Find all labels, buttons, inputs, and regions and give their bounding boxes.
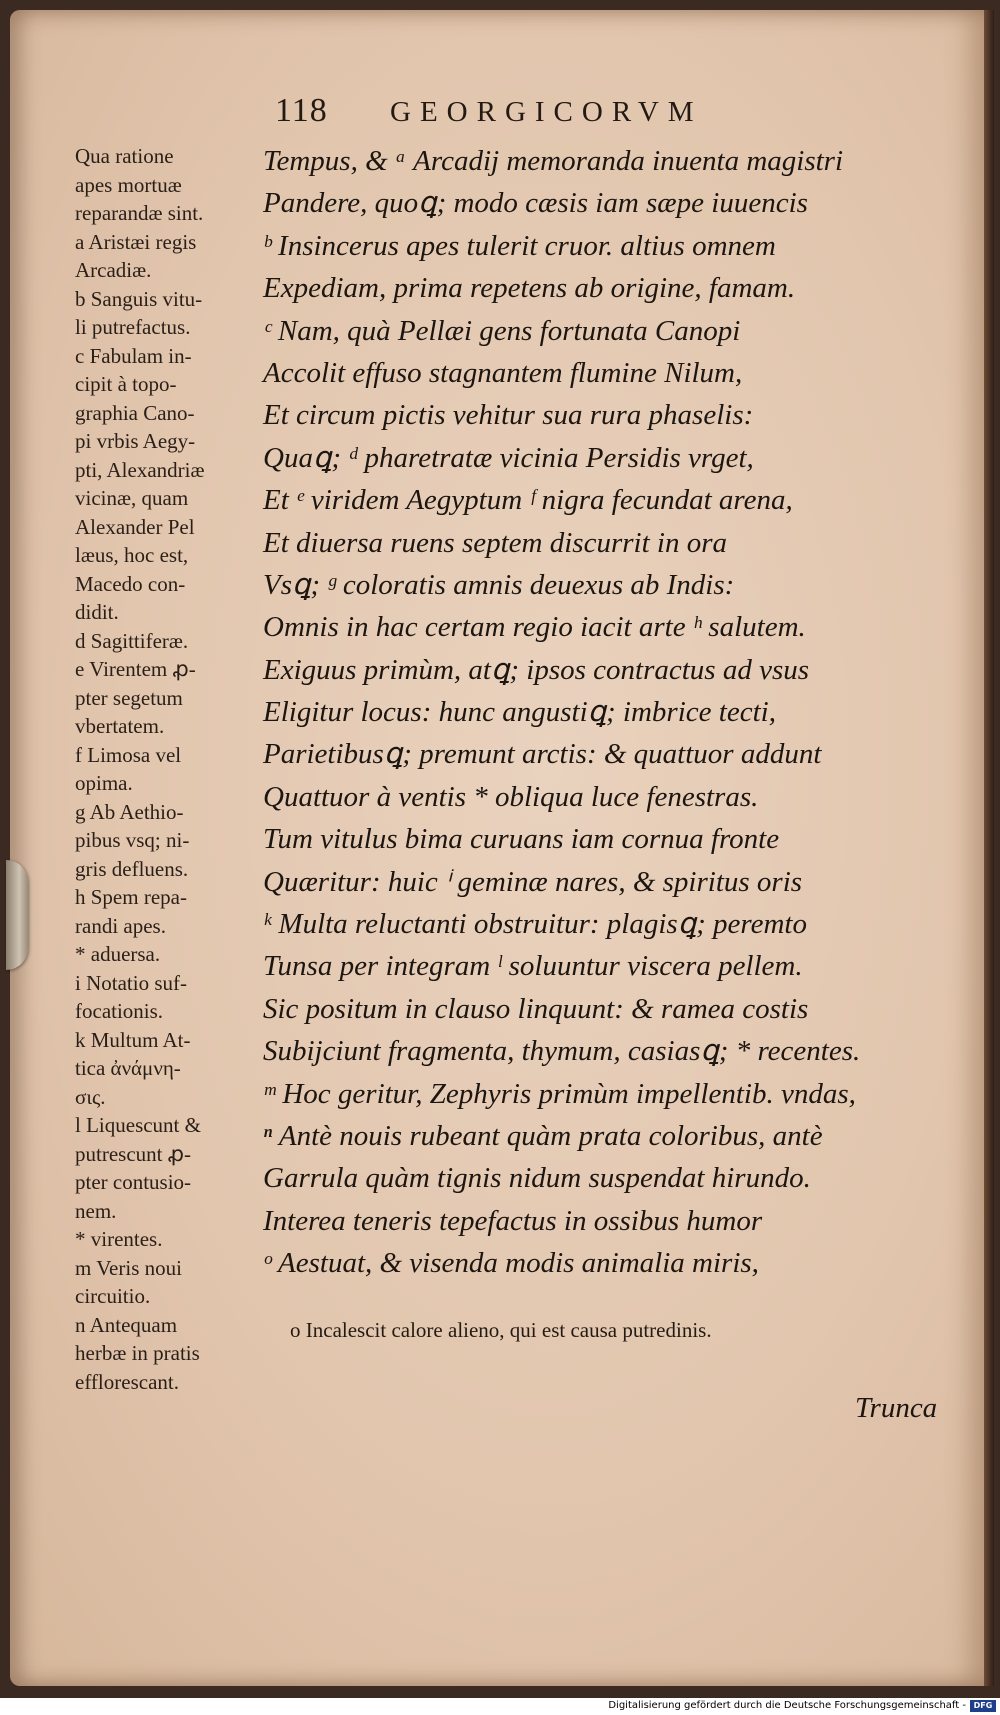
margin-note-line: vicinæ, quam (75, 486, 189, 510)
margin-note-line: g Ab Aethio- (75, 799, 184, 824)
margin-note-line: li putrefactus. (75, 315, 191, 339)
verse-line: Sic positum in clauso linquunt: & ramea costis (263, 992, 809, 1025)
verse-line: Et ᵉ viridem Aegyptum ᶠ nigra fecundat arena, (263, 484, 793, 517)
verse-line: Quaꝗ; ᵈ pharetratæ vicinia Persidis vrget, (263, 441, 754, 474)
margin-note-line: efflorescant. (75, 1369, 179, 1394)
verse-line: Eligitur locus: hunc angustiꝗ; imbrice tecti, (263, 696, 776, 729)
margin-note-line: a Aristæi regis (75, 229, 197, 254)
verse-line: Pandere, quoꝗ; modo cæsis iam sæpe iuuencis (263, 187, 808, 220)
margin-note-line: d Sagittiferæ. (75, 628, 189, 653)
verse-line: Quæritur: huic ⁱ geminæ nares, & spiritus oris (263, 865, 803, 898)
margin-note-line: pti, Alexandriæ (75, 457, 205, 482)
verse-line: ᵒ Aestuat, & visenda modis animalia miris, (263, 1247, 759, 1280)
margin-note-line: randi apes. (75, 913, 166, 938)
verse-line: ⁿ Antè nouis rubeant quàm prata coloribus, antè (263, 1119, 823, 1152)
verse-line: Omnis in hac certam regio iacit arte ʰ salutem. (263, 611, 806, 644)
verse-line: Subijciunt fragmenta, thymum, casiasꝗ; * recentes. (263, 1035, 861, 1068)
margin-note-line: opima. (75, 771, 133, 795)
margin-note-line: m Veris noui (75, 1255, 182, 1280)
margin-note-line: k Multum At- (75, 1027, 191, 1052)
verse-line: ᵏ Multa reluctanti obstruitur: plagisꝗ; peremto (263, 908, 807, 941)
margin-note-line: vbertatem. (75, 714, 165, 738)
margin-note-line: * virentes. (75, 1227, 163, 1251)
margin-note-line: pter segetum (75, 685, 183, 710)
margin-note-line: * aduersa. (75, 942, 161, 966)
verse-line: Interea teneris tepefactus in ossibus humor (263, 1204, 763, 1237)
margin-note-line: læus, hoc est, (75, 543, 189, 567)
verse-line: ᵇ Insincerus apes tulerit cruor. altius omnem (263, 229, 776, 262)
verse-line: ᶜ Nam, quà Pellæi gens fortunata Canopi (263, 314, 741, 347)
verse-line: Tempus, & ᵃ Arcadij memoranda inuenta magistri (263, 145, 844, 177)
margin-note-line: gris defluens. (75, 856, 189, 881)
margin-note-line: Qua ratione (75, 144, 174, 168)
margin-note-line: Macedo con- (75, 571, 186, 596)
verse-line: Accolit effuso stagnantem flumine Nilum, (263, 356, 743, 389)
verse-text (263, 140, 963, 1285)
margin-note-line: n Antequam (75, 1312, 178, 1337)
verse-line: Garrula quàm tignis nidum suspendat hirundo. (263, 1162, 811, 1195)
dfg-logo-icon: DFG (970, 1700, 996, 1712)
margin-note-line: pter contusio- (75, 1170, 192, 1194)
margin-note-line: h Spem repa- (75, 885, 187, 909)
margin-note-line: putrescunt ꝓ- (75, 1141, 191, 1166)
digitization-credit: Digitalisierung gefördert durch die Deutsche Forschungsgemeinschaft - (608, 1700, 966, 1711)
verse-line: Vsꝗ; ᵍ coloratis amnis deuexus ab Indis: (263, 568, 735, 601)
margin-notes (75, 142, 265, 1396)
catchword: Trunca (855, 1392, 938, 1424)
margin-note-line: l Liquescunt & (75, 1113, 201, 1137)
verse-line: Et diuersa ruens septem discurrit in ora (263, 526, 727, 559)
margin-note-line: focationis. (75, 999, 164, 1023)
margin-note-line: nem. (75, 1198, 117, 1223)
margin-note-line: Arcadiæ. (75, 258, 152, 282)
margin-note-line: reparandæ sint. (75, 201, 204, 225)
verse-line: Tum vitulus bima curuans iam cornua fronte (263, 823, 780, 856)
margin-note-line: pi vrbis Aegy- (75, 429, 196, 453)
credit-bar (0, 1698, 1000, 1715)
margin-note-line: f Limosa vel (75, 742, 182, 767)
margin-note-line: b Sanguis vitu- (75, 286, 203, 311)
margin-note-line: graphia Cano- (75, 400, 195, 425)
footnote: o Incalescit calore alieno, qui est causa putredinis. (290, 1318, 712, 1342)
margin-note-line: circuitio. (75, 1284, 151, 1308)
verse-line: ᵐ Hoc geritur, Zephyris primùm impellentib. vndas, (263, 1077, 856, 1110)
margin-note-line: didit. (75, 600, 119, 624)
verse-line: Quattuor à ventis * obliqua luce fenestras. (263, 780, 759, 813)
verse-line: Et circum pictis vehitur sua rura phaselis: (263, 399, 754, 432)
verse-line: Parietibusꝗ; premunt arctis: & quattuor addunt (263, 738, 822, 771)
running-title: GEORGICORVM (390, 96, 703, 128)
verse-line: Tunsa per integram ˡ soluuntur viscera pellem. (263, 950, 803, 983)
margin-note-line: e Virentem ꝓ- (75, 657, 196, 681)
margin-note-line: Alexander Pel (75, 514, 195, 539)
verse-line: Expediam, prima repetens ab origine, famam. (263, 272, 796, 305)
verse-line: Exiguus primùm, atꝗ; ipsos contractus ad vsus (263, 653, 810, 686)
margin-note-line: tica ἀνάμνη- (75, 1056, 181, 1080)
margin-note-line: apes mortuæ (75, 172, 182, 197)
margin-note-line: pibus vsq; ni- (75, 828, 190, 852)
margin-note-line: herbæ in pratis (75, 1341, 200, 1365)
margin-note-line: σις. (75, 1084, 106, 1109)
margin-note-line: c Fabulam in- (75, 343, 192, 368)
page-edge (984, 10, 994, 1686)
page-number: 118 (275, 92, 328, 129)
margin-note-line: cipit à topo- (75, 372, 177, 396)
margin-note-line: i Notatio suf- (75, 970, 187, 995)
running-head (255, 92, 895, 132)
book-clasp (6, 860, 28, 970)
